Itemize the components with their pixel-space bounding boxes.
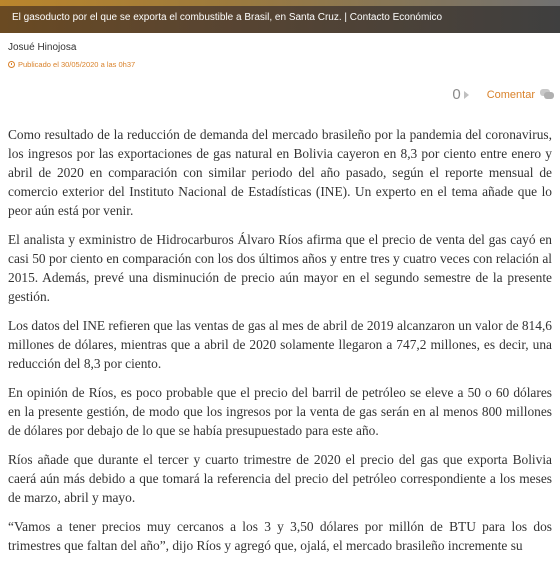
- image-caption: El gasoducto por el que se exporta el combustible a Brasil, en Santa Cruz. | Contacto Económico: [12, 12, 443, 23]
- comment-link[interactable]: Comentar: [486, 88, 535, 101]
- article-paragraph: Ríos añade que durante el tercer y cuarto trimestre de 2020 el precio del gas que exporta Bolivia caerá aún más debido a que tomará la referencia del precio del petróleo correspondiente a los meses de marzo, abril y mayo.: [8, 452, 552, 505]
- comment-bar: [452, 86, 554, 103]
- comment-count: 0: [452, 86, 461, 103]
- image-caption-bar: [0, 0, 560, 33]
- article-paragraph: “Vamos a tener precios muy cercanos a los 3 y 3,50 dólares por millón de BTU para los dos trimestres que faltan del año”, dijo Ríos y agregó que, ojalá, el mercado brasileño incremente su: [8, 519, 552, 553]
- article-paragraph: El analista y exministro de Hidrocarburos Álvaro Ríos afirma que el precio de venta del gas cayó en casi 50 por ciento en comparación con los dos últimos años y entre tres y cuatro veces con relación al 2015. Además, prevé una disminución de precio aún mayor en el segundo semestre de la presente gestión.: [8, 232, 552, 304]
- publish-date: [8, 60, 135, 69]
- author-name[interactable]: Josué Hinojosa: [8, 42, 77, 53]
- article-paragraph: Los datos del INE refieren que las ventas de gas al mes de abril de 2019 alcanzaron un valor de 814,6 millones de dólares, mientras que a abril de 2020 solamente llegaron a 747,2 millones, es decir, una reducción del 8,3 por ciento.: [8, 318, 552, 371]
- article-paragraph: Como resultado de la reducción de demanda del mercado brasileño por la pandemia del coronavirus, los ingresos por las exportaciones de gas natural en Bolivia cayeron en 8,3 por ciento entre enero y abril de 2020 en comparación con similar periodo del año pasado, según el reporte mensual de comercio exterior del Instituto Nacional de Estadísticas (INE). Un experto en el tema añade que lo peor aún está por venir.: [8, 127, 552, 218]
- clock-icon: [8, 61, 15, 68]
- article-paragraph: En opinión de Ríos, es poco probable que el precio del barril de petróleo se eleve a 50 o 60 dólares en la presente gestión, de modo que los ingresos por la venta de gas serán en al menos 800 millones de dólares por debajo de lo que se había presupuestado para este año.: [8, 385, 552, 438]
- speech-bubble-icon[interactable]: [540, 89, 554, 100]
- publish-date-text: Publicado el 30/05/2020 a las 0h37: [18, 60, 136, 69]
- comment-arrow-icon[interactable]: [464, 91, 469, 99]
- article-body: [8, 125, 552, 565]
